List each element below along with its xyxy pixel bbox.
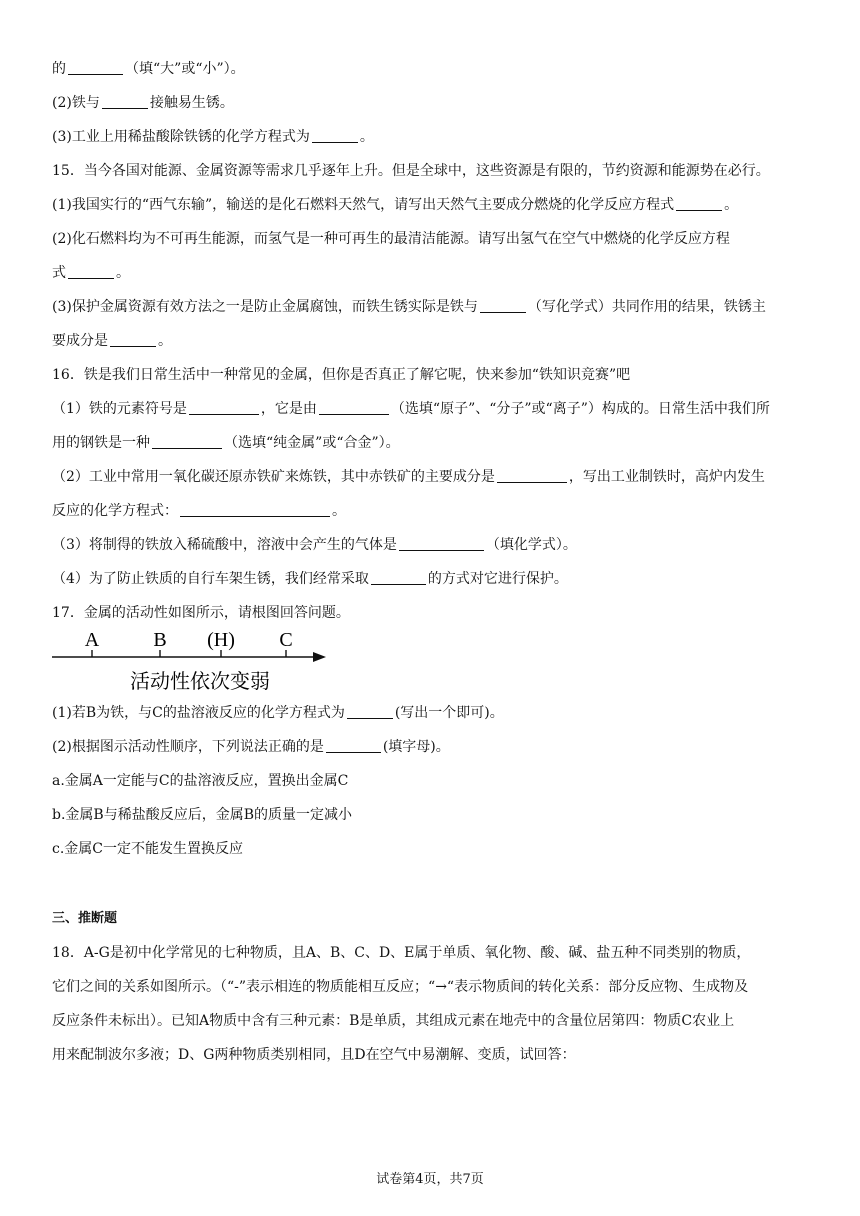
q18-stem-2: 它们之间的关系如图所示。（“-”表示相连的物质能相互反应；“→“表示物质间的转化关系：部分反应物、生成物及 [52,979,749,995]
answer-blank[interactable] [497,467,567,483]
diagram-caption: 活动性依次变弱 [130,671,270,693]
q16-part1-cont: 用的钢铁是一种 （选填“纯金属”或“合金”）。 [52,435,400,451]
answer-blank[interactable] [68,263,114,279]
label-c: C [279,629,293,651]
answer-blank[interactable] [399,535,484,551]
q14-part1-tail: 的 （填“大”或“小”）。 [52,61,245,77]
q14-part3: (3)工业上用稀盐酸除铁锈的化学方程式为 。 [52,129,374,145]
q16-part2-cont: 反应的化学方程式： 。 [52,503,346,519]
q17-stem: 17．金属的活动性如图所示，请根图回答问题。 [52,605,350,621]
option-b: b.金属B与稀盐酸反应后，金属B的质量一定减小 [52,807,352,823]
label-b: B [153,629,167,651]
answer-blank[interactable] [319,399,389,415]
answer-blank[interactable] [371,569,426,585]
q15-part2: (2)化石燃料均为不可再生能源，而氢气是一种可再生的最清洁能源。请写出氢气在空气中燃烧的化学反应方程 [52,231,730,247]
answer-blank[interactable] [189,399,259,415]
q15-stem: 15．当今各国对能源、金属资源等需求几乎逐年上升。但是全球中，这些资源是有限的，节约资源和能源势在必行。 [52,163,770,179]
q16-part2: （2）工业中常用一氧化碳还原赤铁矿来炼铁，其中赤铁矿的主要成分是 ，写出工业制铁时，高炉内发生 [52,469,765,485]
label-h: (H) [207,629,235,651]
q16-stem: 16．铁是我们日常生活中一种常见的金属，但你是否真正了解它呢，快来参加“铁知识竞赛”吧 [52,367,631,383]
q16-part4: （4）为了防止铁质的自行车架生锈，我们经常采取 的方式对它进行保护。 [52,571,568,587]
answer-blank[interactable] [326,737,381,753]
q18-stem-4: 用来配制波尔多液；D、G两种物质类别相同，且D在空气中易潮解、变质，试回答： [52,1047,576,1063]
activity-series-diagram [50,622,340,698]
q18-stem-1: 18．A-G是初中化学常见的七种物质，且A、B、C、D、E属于单质、氧化物、酸、碱、盐五种不同类别的物质， [52,945,751,961]
q15-part1: (1)我国实行的“西气东输”，输送的是化石燃料天然气，请写出天然气主要成分燃烧的化学反应方程式 。 [52,197,739,213]
q15-part2-cont: 式 。 [52,265,130,281]
answer-blank[interactable] [347,703,393,719]
answer-blank[interactable] [480,297,526,313]
option-a: a.金属A一定能与C的盐溶液反应，置换出金属C [52,773,349,789]
q17-part1: (1)若B为铁，与C的盐溶液反应的化学方程式为 (写出一个即可)。 [52,705,504,721]
q14-part2: (2)铁与 接触易生锈。 [52,95,234,111]
answer-blank[interactable] [68,59,123,75]
answer-blank[interactable] [102,93,148,109]
answer-blank[interactable] [180,501,330,517]
q15-part3-cont: 要成分是 。 [52,333,172,349]
q18-stem-3: 反应条件未标出）。已知A物质中含有三种元素：B是单质，其组成元素在地壳中的含量位居第四：物质C农业上 [52,1013,735,1029]
label-a: A [84,629,100,651]
arrow-head-icon [313,652,326,662]
answer-blank[interactable] [676,195,722,211]
page-footer: 试卷第4页，共7页 [376,1172,484,1187]
section-heading: 三、推断题 [52,911,118,926]
q15-part3: (3)保护金属资源有效方法之一是防止金属腐蚀，而铁生锈实际是铁与 （写化学式）共同作用的结果，铁锈主 [52,299,766,315]
q16-part3: （3）将制得的铁放入稀硫酸中，溶液中会产生的气体是 （填化学式）。 [52,537,577,553]
q16-part1: （1）铁的元素符号是 ，它是由 （选填“原子”、“分子”或“离子”）构成的。日常生活中我们所 [52,401,770,417]
q17-part2: (2)根据图示活动性顺序，下列说法正确的是 (填字母)。 [52,739,450,755]
answer-blank[interactable] [312,127,358,143]
option-c: c.金属C一定不能发生置换反应 [52,841,244,857]
answer-blank[interactable] [110,331,156,347]
answer-blank[interactable] [152,433,222,449]
